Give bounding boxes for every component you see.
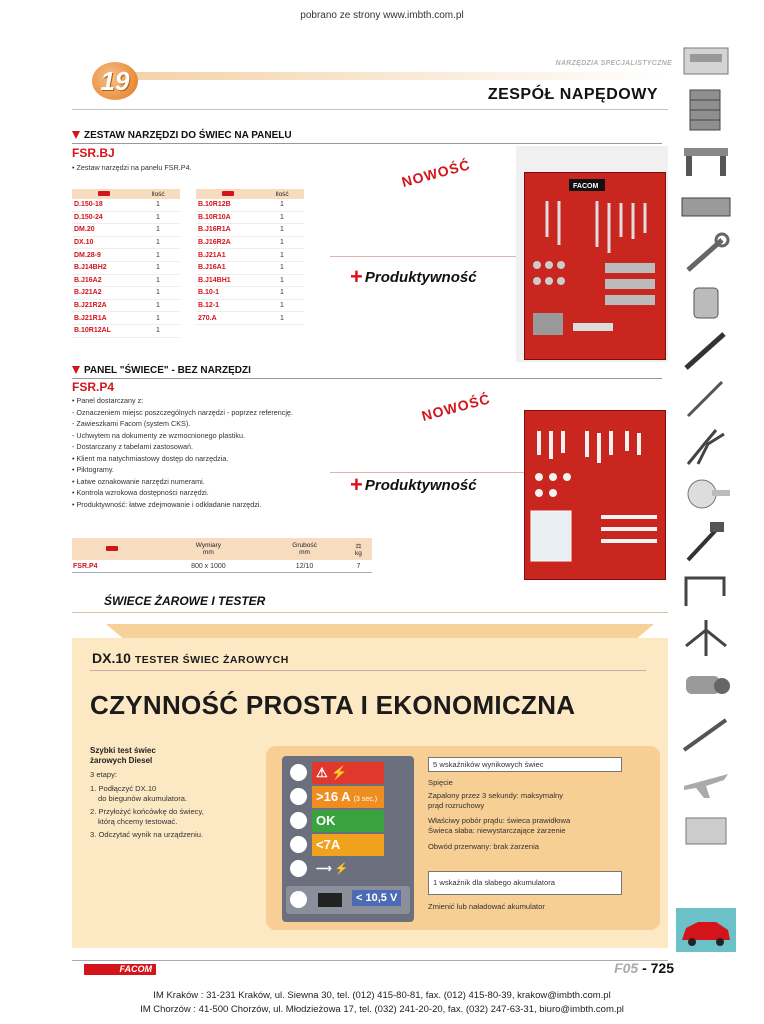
product-ref-fsr-bj: FSR.BJ xyxy=(72,146,115,160)
dim-wymiary: 800 x 1000 xyxy=(153,560,265,573)
sidebar-toolbox-icon[interactable] xyxy=(676,40,736,84)
weight-icon: ⚖ xyxy=(355,542,362,550)
part-ref: B.J16A1 xyxy=(196,261,260,274)
part-ref: B.J16R1A xyxy=(196,224,260,237)
table-row xyxy=(196,224,304,237)
part-qty: 1 xyxy=(136,312,180,325)
parts-table-left xyxy=(72,189,180,338)
table-row xyxy=(196,249,304,262)
sidebar-hammer-icon[interactable] xyxy=(676,520,736,564)
section-divider xyxy=(72,378,662,379)
table-row xyxy=(72,560,372,573)
dim-header-grubosc: Grubość mm xyxy=(264,538,345,560)
desc-line: • Kontrola wzrokowa dostępności narzędzi. xyxy=(72,488,209,497)
table-row xyxy=(196,236,304,249)
dx-divider xyxy=(90,670,646,671)
part-qty: 1 xyxy=(136,199,180,211)
sidebar-socket-icon[interactable] xyxy=(676,280,736,324)
part-ref: B.10R12B xyxy=(196,199,260,211)
product-desc-list xyxy=(72,395,362,510)
productivity-badge: + Produktywność xyxy=(350,264,477,289)
product-desc: • Zestaw narzędzi na panelu FSR.P4. xyxy=(72,163,192,172)
sidebar-screwdriver-icon[interactable] xyxy=(676,328,736,372)
legend-battery: Zmienić lub naładować akumulator xyxy=(428,902,545,911)
parts-table-right xyxy=(196,189,304,325)
tools-illustration xyxy=(525,173,665,359)
steps-intro: 3 etapy: xyxy=(90,770,118,779)
empty-panel-image xyxy=(524,410,666,580)
tester-device xyxy=(282,756,414,922)
open-circuit-icon: ⟶ ⚡ xyxy=(316,863,349,875)
tab-decoration xyxy=(106,624,654,638)
section-heading-fsr-bj: ZESTAW NARZĘDZI DO ŚWIEC NA PANELU xyxy=(72,130,292,141)
ok-label: OK xyxy=(312,810,384,832)
dx-title: DX.10 TESTER ŚWIEC ŻAROWYCH xyxy=(92,650,289,666)
part-ref: D.150-18 xyxy=(72,199,136,211)
table-row xyxy=(72,287,180,300)
sidebar-screwdriver2-icon[interactable] xyxy=(676,376,736,420)
part-qty: 1 xyxy=(260,211,304,224)
desc-line: - Dostarczany z tabelami zastosowań. xyxy=(72,442,194,451)
header-bar xyxy=(130,72,670,80)
legend-header-5: 5 wskaźników wynikowych świec xyxy=(428,757,622,772)
part-qty: 1 xyxy=(136,324,180,337)
page-badge: 19 xyxy=(92,62,138,100)
part-qty: 1 xyxy=(260,199,304,211)
sidebar-pliers-icon[interactable] xyxy=(676,424,736,468)
sidebar-cabinet-icon[interactable] xyxy=(676,88,736,132)
part-ref: B.J21A1 xyxy=(196,249,260,262)
source-note: pobrano ze strony www.imbth.com.pl xyxy=(300,10,464,21)
dim-ref: FSR.P4 xyxy=(72,560,153,573)
triangle-icon xyxy=(72,366,80,374)
part-qty: 1 xyxy=(136,274,180,287)
panel-illustration xyxy=(525,411,665,579)
new-badge: NOWOŚĆ xyxy=(419,390,493,424)
address-chorzow: IM Chorzów : 41-500 Chorzów, ul. Młodzieżowa 17, tel. (032) 241-20-20, fax. (032) 247-63-31, biuro@imbth.com.pl xyxy=(140,1004,624,1015)
test-heading: Szybki test świec żarowych Diesel xyxy=(90,746,156,765)
legend-open: Obwód przerwany: brak żarzenia xyxy=(428,842,540,851)
table-row xyxy=(196,211,304,224)
sidebar-tool-icon[interactable] xyxy=(676,712,736,756)
step-2b: którą chcemy testować. xyxy=(98,817,178,826)
tool-panel-image xyxy=(524,172,666,360)
led-icon xyxy=(290,860,307,877)
desc-line: - Uchwytem na dokumenty ze wzmocnionego plastiku. xyxy=(72,430,245,440)
part-qty: 1 xyxy=(136,249,180,262)
part-qty: 1 xyxy=(260,299,304,312)
table-row xyxy=(196,287,304,300)
address-krakow: IM Kraków : 31-231 Kraków, ul. Siewna 30, tel. (012) 415-80-81, fax. (012) 415-80-39, krakow@imbth.com.pl xyxy=(153,990,611,1001)
table-row xyxy=(72,261,180,274)
led-icon xyxy=(290,812,307,829)
dim-grubosc: 12/10 xyxy=(264,560,345,573)
part-qty: 1 xyxy=(260,236,304,249)
sidebar-tape-icon[interactable] xyxy=(676,472,736,516)
title-divider xyxy=(72,109,668,110)
part-qty: 1 xyxy=(136,299,180,312)
part-ref: B.10R12AL xyxy=(72,324,136,337)
weak-label: <7A xyxy=(312,834,384,856)
part-ref: B.J14BH1 xyxy=(196,274,260,287)
warning-icon: ⚠ ⚡ xyxy=(312,762,384,784)
sidebar-grinder-icon[interactable] xyxy=(676,664,736,708)
section-heading-swiece: ŚWIECE ŻAROWE I TESTER xyxy=(104,594,266,608)
dim-header-weight: ⚖ kg xyxy=(345,538,372,560)
desc-line: • Klient ma natychmiastowy dostęp do narzędzia. xyxy=(72,453,229,463)
step-1b: do biegunów akumulatora. xyxy=(98,794,188,803)
qty-header: Ilość xyxy=(136,189,180,199)
legend-short: Spięcie xyxy=(428,778,453,787)
part-ref: B.J16R2A xyxy=(196,236,260,249)
section-divider xyxy=(72,612,668,613)
step-1a: 1. Podłączyć DX.10 xyxy=(90,784,157,793)
tester-headline: CZYNNOŚĆ PROSTA I EKONOMICZNA xyxy=(90,690,576,720)
sidebar-rack-icon[interactable] xyxy=(676,808,736,852)
table-row xyxy=(196,312,304,325)
table-row xyxy=(72,312,180,325)
indicator-max xyxy=(286,786,410,808)
sidebar-airplane-icon[interactable] xyxy=(676,760,736,804)
part-qty: 1 xyxy=(260,274,304,287)
battery-voltage-label: < 10,5 V xyxy=(352,890,401,906)
part-ref: B.J16A2 xyxy=(72,274,136,287)
facom-ref-icon xyxy=(72,189,136,199)
productivity-badge: + Produktywność xyxy=(350,472,477,497)
desc-line: • Piktogramy. xyxy=(72,465,114,474)
sidebar-saw-icon[interactable] xyxy=(676,568,736,612)
desc-line: - Zawieszkami Facom (system CKS). xyxy=(72,419,191,428)
part-qty: 1 xyxy=(136,261,180,274)
part-qty: 1 xyxy=(260,312,304,325)
dim-kg: 7 xyxy=(345,560,372,573)
step-2a: 2. Przyłożyć końcówkę do świecy, xyxy=(90,807,204,816)
sidebar-workbench-icon[interactable] xyxy=(676,136,736,180)
part-ref: B.12-1 xyxy=(196,299,260,312)
table-row xyxy=(196,274,304,287)
part-qty: 1 xyxy=(136,211,180,224)
indicator-weak xyxy=(286,834,410,856)
step-3: 3. Odczytać wynik na urządzeniu. xyxy=(90,830,204,839)
table-row xyxy=(72,274,180,287)
battery-icon xyxy=(318,893,342,907)
part-qty: 1 xyxy=(136,224,180,237)
led-icon xyxy=(290,891,307,908)
plus-icon: + xyxy=(350,472,363,497)
product-ref-fsr-p4: FSR.P4 xyxy=(72,380,115,394)
table-row xyxy=(72,211,180,224)
part-ref: 270.A xyxy=(196,312,260,325)
sidebar-wrench-icon[interactable] xyxy=(676,232,736,276)
facom-logo: FACOM xyxy=(84,964,156,975)
part-ref: B.10R10A xyxy=(196,211,260,224)
led-icon xyxy=(290,836,307,853)
dim-header-wymiary: Wymiary mm xyxy=(153,538,265,560)
led-icon xyxy=(290,764,307,781)
sidebar-car-icon[interactable] xyxy=(676,908,736,952)
indicator-battery xyxy=(286,886,410,914)
svg-text:FACOM: FACOM xyxy=(573,183,599,190)
table-row xyxy=(72,299,180,312)
table-row xyxy=(72,199,180,211)
desc-line: • Panel dostarczany z: xyxy=(72,396,144,405)
facom-ref-icon xyxy=(196,189,260,199)
part-ref: D.150-24 xyxy=(72,211,136,224)
part-qty: 1 xyxy=(260,261,304,274)
legend-header-1: 1 wskaźnik dla słabego akumulatora xyxy=(428,871,622,895)
part-ref: DM.20 xyxy=(72,224,136,237)
part-ref: DX.10 xyxy=(72,236,136,249)
sidebar-puller-icon[interactable] xyxy=(676,616,736,660)
desc-line: • Produktywność: łatwe zdejmowanie i odkładanie narzędzi. xyxy=(72,499,262,509)
steps-list xyxy=(90,770,240,840)
dimensions-table xyxy=(72,538,372,573)
table-row xyxy=(72,224,180,237)
productivity-line xyxy=(330,256,530,257)
part-ref: B.J14BH2 xyxy=(72,261,136,274)
indicator-short xyxy=(286,762,410,784)
part-qty: 1 xyxy=(260,287,304,300)
legend-ok: Właściwy pobór prądu: świeca prawidłowa Świeca słaba: niewystarczające żarzenie xyxy=(428,816,571,835)
table-row xyxy=(196,299,304,312)
part-ref: B.J21A2 xyxy=(72,287,136,300)
led-icon xyxy=(290,788,307,805)
part-qty: 1 xyxy=(136,287,180,300)
desc-line: - Oznaczeniem miejsc poszczególnych narzędzi - poprzez referencję. xyxy=(72,407,293,417)
part-ref: B.10-1 xyxy=(196,287,260,300)
part-ref: B.J21R1A xyxy=(72,312,136,325)
part-ref: B.J21R2A xyxy=(72,299,136,312)
page-title: ZESPÓŁ NAPĘDOWY xyxy=(487,86,658,103)
facom-ref-icon xyxy=(72,538,153,560)
category-label: NARZĘDZIA SPECJALISTYCZNE xyxy=(555,60,672,67)
footer-divider xyxy=(72,960,668,961)
table-row xyxy=(72,249,180,262)
plus-icon: + xyxy=(350,264,363,289)
part-qty: 1 xyxy=(260,249,304,262)
sidebar-toolcase-icon[interactable] xyxy=(676,184,736,228)
new-badge: NOWOŚĆ xyxy=(399,156,473,190)
table-row xyxy=(72,236,180,249)
table-row xyxy=(196,261,304,274)
qty-header: Ilość xyxy=(260,189,304,199)
section-heading-fsr-p4: PANEL "ŚWIECE" - BEZ NARZĘDZI xyxy=(72,365,251,376)
section-divider xyxy=(72,143,662,144)
page-number: F05 - 725 xyxy=(614,960,674,976)
indicator-ok xyxy=(286,810,410,832)
table-row xyxy=(196,199,304,211)
legend-max: Zapalony przez 3 sekundy: maksymalny prąd rozruchowy xyxy=(428,791,564,810)
triangle-icon xyxy=(72,131,80,139)
max-current-label: >16 A (3 sec.) xyxy=(312,786,384,808)
part-ref: DM.28-9 xyxy=(72,249,136,262)
table-row xyxy=(72,324,180,337)
part-qty: 1 xyxy=(136,236,180,249)
part-qty: 1 xyxy=(260,224,304,237)
desc-line: • Łatwe oznakowanie narzędzi numerami. xyxy=(72,476,205,486)
indicator-open xyxy=(286,858,410,880)
